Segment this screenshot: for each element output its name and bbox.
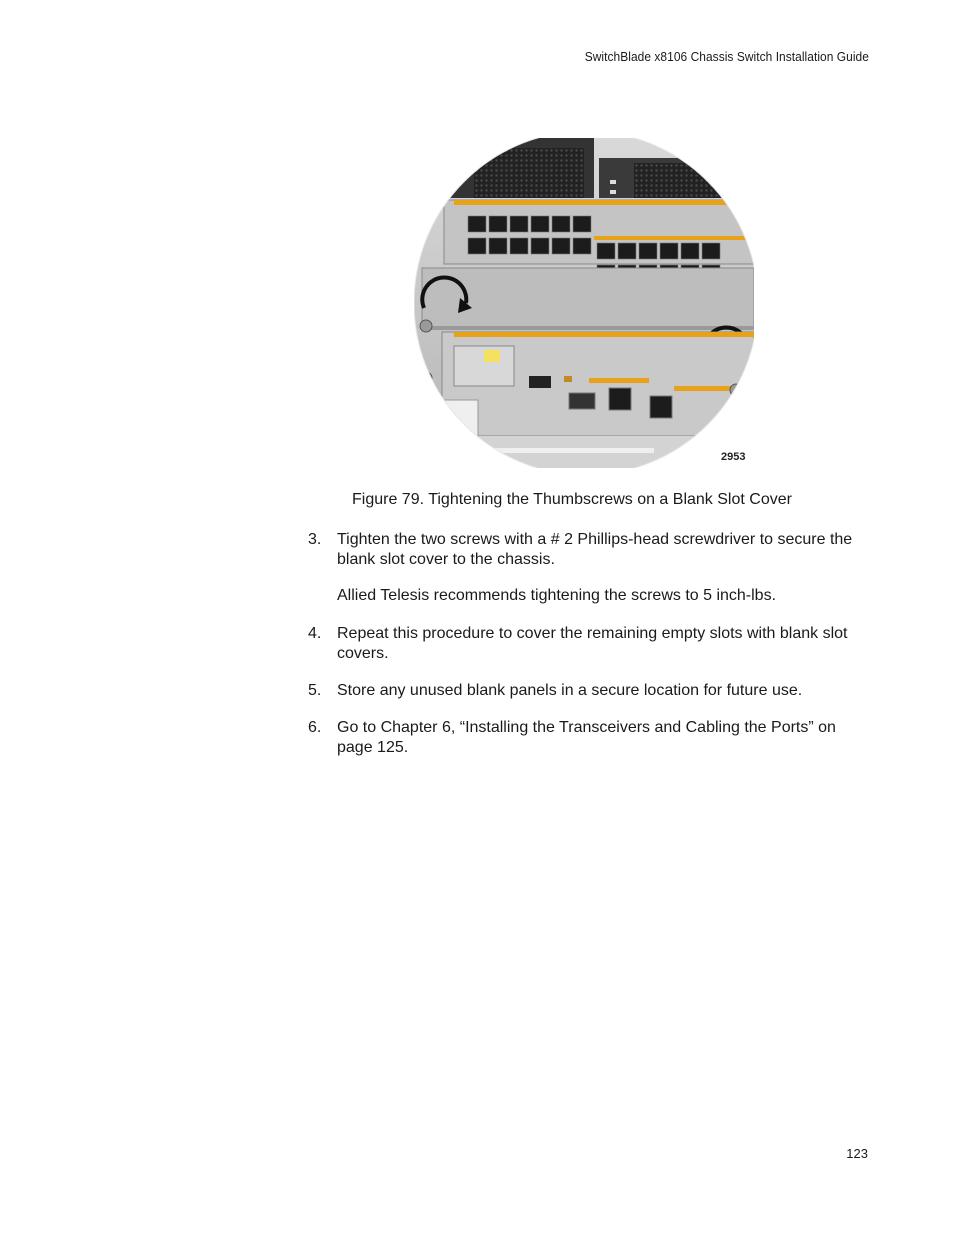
figure-id-label: 2953 [721, 451, 746, 463]
step-number: 5. [308, 682, 322, 699]
running-header: SwitchBlade x8106 Chassis Switch Installation Guide [584, 49, 869, 64]
step-text: Repeat this procedure to cover the remaining empty slots with blank slot covers. [337, 625, 848, 662]
list-item [308, 624, 868, 664]
chassis-figure [414, 138, 754, 468]
figure-caption: Figure 79. Tightening the Thumbscrews on a Blank Slot Cover [352, 491, 792, 508]
page-number: 123 [846, 1146, 868, 1161]
procedure-steps [308, 530, 868, 775]
list-item [308, 530, 868, 570]
torque-note: Allied Telesis recommends tightening the screws to 5 inch-lbs. [337, 587, 777, 604]
step-number: 4. [308, 625, 322, 642]
list-item [308, 681, 868, 701]
step-number: 6. [308, 719, 322, 736]
step-text: Tighten the two screws with a # 2 Phillips-head screwdriver to secure the blank slot cover to the chassis. [337, 531, 853, 568]
list-item [308, 718, 868, 758]
step-number: 3. [308, 531, 322, 548]
step-text: Go to Chapter 6, “Installing the Transceivers and Cabling the Ports” on page 125. [337, 719, 836, 756]
step-text: Store any unused blank panels in a secure location for future use. [337, 682, 803, 699]
